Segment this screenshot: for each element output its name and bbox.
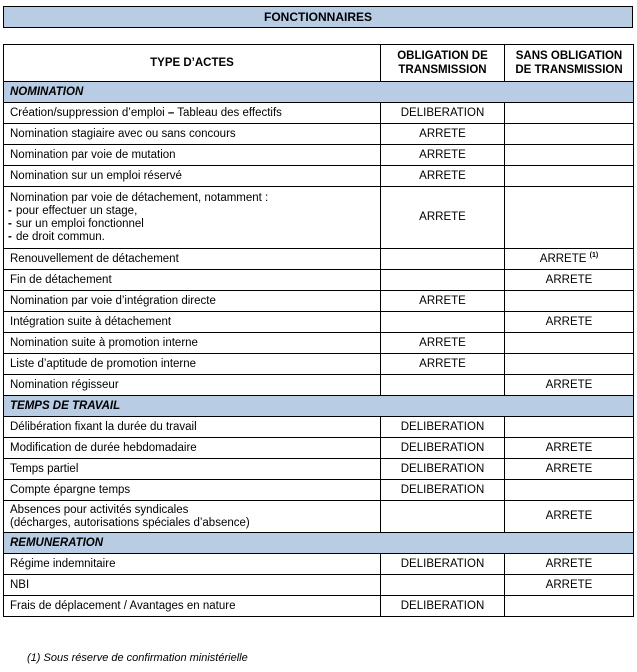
column-header-obligation [381,45,505,82]
obligation-cell: DELIBERATION [381,480,505,501]
table-row [4,596,634,617]
act-label: Délibération fixant la durée du travail [4,417,381,438]
table-row [4,459,634,480]
act-label-line: Absences pour activités syndicales [10,503,189,516]
sans-obligation-cell: ARRETE [505,459,634,480]
section-row-remuneration [4,533,634,554]
column-header-sans-obligation [505,45,634,82]
table-row [4,291,634,312]
table-row [4,333,634,354]
obligation-cell [381,501,505,533]
obligation-cell [381,270,505,291]
sans-obligation-cell [505,103,634,124]
table-row [4,417,634,438]
sans-obligation-cell [505,145,634,166]
act-label: Fin de détachement [4,270,381,291]
sans-obligation-cell [505,249,634,270]
sans-obligation-cell [505,166,634,187]
table-row [4,166,634,187]
sans-obligation-value: ARRETE [539,252,587,265]
act-label-text: Nomination par voie de détachement, notamment : [10,191,269,204]
table-header-row [4,45,634,82]
sans-obligation-cell [505,417,634,438]
table-row [4,103,634,124]
obligation-cell [381,312,505,333]
column-header-sans-line2: DE TRANSMISSION [515,64,623,76]
bullet-item: - de droit commun. [10,231,374,244]
obligation-cell: DELIBERATION [381,459,505,480]
table-row [4,312,634,333]
obligation-cell: DELIBERATION [381,417,505,438]
obligation-cell [381,575,505,596]
obligation-cell [381,249,505,270]
section-row-nomination [4,82,634,103]
act-label: Régime indemnitaire [4,554,381,575]
sans-obligation-cell [505,596,634,617]
act-label [4,187,381,249]
table-row [4,145,634,166]
footnote-marker: (1) [589,251,599,259]
column-header-type: TYPE D’ACTES [4,45,381,82]
sans-obligation-cell: ARRETE [505,312,634,333]
act-label-dash: – [167,106,175,119]
table-row [4,501,634,533]
table-row [4,480,634,501]
sans-obligation-cell [505,480,634,501]
act-label: Temps partiel [4,459,381,480]
table-row [4,249,634,270]
act-label: Modification de durée hebdomadaire [4,438,381,459]
sans-obligation-cell: ARRETE [505,575,634,596]
footnote: (1) Sous réserve de confirmation ministérielle [27,652,248,664]
bullet-item: - pour effectuer un stage, [10,205,374,218]
section-title: NOMINATION [4,82,634,103]
table-row [4,438,634,459]
table-row [4,124,634,145]
sans-obligation-cell: ARRETE [505,270,634,291]
act-label: Nomination par voie de mutation [4,145,381,166]
obligation-cell: ARRETE [381,166,505,187]
obligation-cell: ARRETE [381,145,505,166]
sans-obligation-cell [505,354,634,375]
act-label: Nomination stagiaire avec ou sans concours [4,124,381,145]
obligation-cell: ARRETE [381,333,505,354]
obligation-cell: DELIBERATION [381,596,505,617]
column-header-sans-line1: SANS OBLIGATION [515,50,623,62]
page-title: FONCTIONNAIRES [3,6,633,28]
obligation-cell: ARRETE [381,354,505,375]
sans-obligation-cell: ARRETE [505,501,634,533]
column-header-obligation-line1: OBLIGATION DE [397,50,488,62]
sans-obligation-cell [505,291,634,312]
act-label: Compte épargne temps [4,480,381,501]
act-label: Nomination régisseur [4,375,381,396]
bullet-item: - sur un emploi fonctionnel [10,218,374,231]
act-label: Renouvellement de détachement [4,249,381,270]
obligation-cell [381,375,505,396]
table-row [4,575,634,596]
act-label: Nomination sur un emploi réservé [4,166,381,187]
obligation-cell: DELIBERATION [381,554,505,575]
table-row [4,270,634,291]
act-label [4,103,381,124]
act-label: Nomination par voie d’intégration directe [4,291,381,312]
sans-obligation-cell [505,124,634,145]
act-label-line: (décharges, autorisations spéciales d’absence) [10,516,250,529]
act-label: NBI [4,575,381,596]
obligation-cell: DELIBERATION [381,438,505,459]
table-row [4,554,634,575]
sans-obligation-cell [505,333,634,354]
table-row [4,375,634,396]
acts-table [3,44,634,617]
act-label: Intégration suite à détachement [4,312,381,333]
table-row [4,187,634,249]
act-label: Nomination suite à promotion interne [4,333,381,354]
sans-obligation-cell: ARRETE [505,438,634,459]
obligation-cell: ARRETE [381,124,505,145]
sans-obligation-cell: ARRETE [505,554,634,575]
section-row-temps-de-travail [4,396,634,417]
act-label-part: Tableau des effectifs [174,106,282,119]
obligation-cell: ARRETE [381,187,505,249]
sans-obligation-cell [505,187,634,249]
obligation-cell: DELIBERATION [381,103,505,124]
section-title: TEMPS DE TRAVAIL [4,396,634,417]
section-title: REMUNERATION [4,533,634,554]
bullet-list [10,205,374,244]
act-label-part: Création/suppression d’emploi [10,106,168,119]
act-label: Frais de déplacement / Avantages en nature [4,596,381,617]
obligation-cell: ARRETE [381,291,505,312]
act-label: Liste d’aptitude de promotion interne [4,354,381,375]
sans-obligation-cell: ARRETE [505,375,634,396]
column-header-obligation-line2: TRANSMISSION [398,64,487,76]
table-row [4,354,634,375]
act-label [4,501,381,533]
